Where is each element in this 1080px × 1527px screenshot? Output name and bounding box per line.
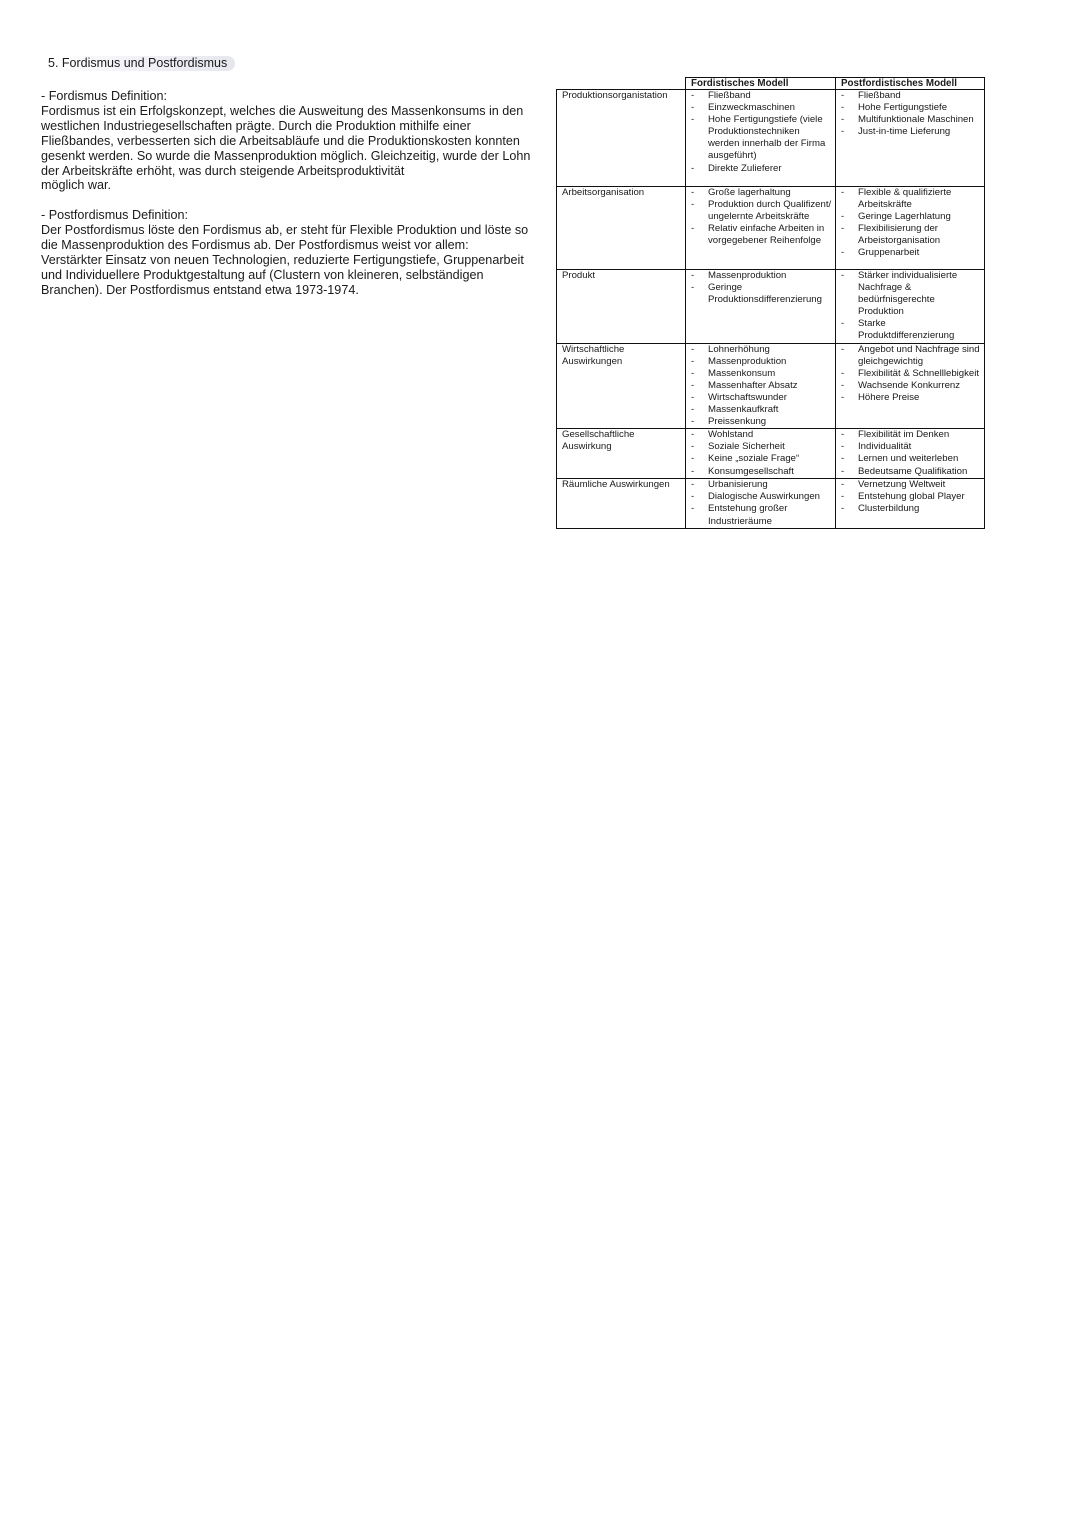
fordist-cell <box>686 343 836 429</box>
list-item: - Große lagerhaltung <box>691 187 833 199</box>
list-item: - Einzweckmaschinen <box>691 102 833 114</box>
list-item: - Keine „soziale Frage“ <box>691 453 833 465</box>
postfordist-list <box>836 429 984 477</box>
category-cell <box>557 90 686 187</box>
header-fordist: Fordistisches Modell <box>686 78 836 90</box>
fordist-list <box>686 90 835 175</box>
list-item: - Gruppenarbeit <box>841 247 982 259</box>
text-line: - Fordismus Definition: <box>41 89 167 103</box>
category-label: Produktionsorganistation <box>562 90 668 101</box>
postfordist-cell <box>836 270 985 344</box>
header-postfordist: Postfordistisches Modell <box>836 78 985 90</box>
fordist-cell <box>686 429 836 479</box>
list-item: - Massenkaufkraft <box>691 404 833 416</box>
list-item: - Hohe Fertigungstiefe <box>841 102 982 114</box>
fordist-list <box>686 270 835 306</box>
category-label: Gesellschaftliche Auswirkung <box>562 429 635 453</box>
fordist-cell <box>686 187 836 270</box>
fordist-list <box>686 187 835 247</box>
fordist-list <box>686 429 835 477</box>
category-label: Arbeitsorganisation <box>562 187 645 198</box>
category-cell <box>557 187 686 270</box>
list-item: - Wachsende Konkurrenz <box>841 380 982 392</box>
postfordist-list <box>836 270 984 343</box>
fordismus-definition <box>41 89 553 193</box>
table-row <box>557 343 985 429</box>
list-item: - Just-in-time Lieferung <box>841 126 982 138</box>
list-item: - Flexible & qualifizierte Arbeitskräfte <box>841 187 982 211</box>
list-item: - Fließband <box>691 90 833 102</box>
list-item: - Soziale Sicherheit <box>691 441 833 453</box>
list-item: - Höhere Preise <box>841 392 982 404</box>
list-item: - Vernetzung Weltweit <box>841 479 982 491</box>
list-item: - Stärker individualisierte Nachfrage & bedürfnisgerechte Produktion <box>841 270 982 318</box>
list-item: - Multifunktionale Maschinen <box>841 114 982 126</box>
category-cell <box>557 429 686 479</box>
table-header-row <box>557 78 985 90</box>
table-row <box>557 429 985 479</box>
text-line: Fordismus ist ein Erfolgskonzept, welches die Ausweitung des Massenkonsums in den <box>41 103 524 118</box>
postfordist-cell <box>836 90 985 187</box>
header-blank <box>557 78 686 90</box>
list-item: - Produktion durch Qualifizent/ ungelernte Arbeitskräfte <box>691 199 833 223</box>
postfordist-list <box>836 344 984 404</box>
definitions-text <box>41 89 553 298</box>
text-line: möglich war. <box>41 178 111 193</box>
text-line: Branchen). Der Postfordismus entstand etwa 1973-1974. <box>41 282 359 297</box>
text-line: - Postfordismus Definition: <box>41 208 188 223</box>
list-item: - Lernen und weiterleben <box>841 453 982 465</box>
fordist-cell <box>686 479 836 528</box>
list-item: - Flexibilisierung der Arbeistorganisation <box>841 223 982 247</box>
list-item: - Massenproduktion <box>691 270 833 282</box>
text-line: Fließbandes, verbesserten sich die Arbeitsabläufe und die Produktionskosten konnten <box>41 133 520 148</box>
table-row <box>557 187 985 270</box>
list-item: - Wirtschaftswunder <box>691 392 833 404</box>
list-item: - Wohlstand <box>691 429 833 441</box>
category-cell <box>557 270 686 344</box>
section-heading: 5. Fordismus und Postfordismus <box>44 56 235 71</box>
table-row <box>557 270 985 344</box>
list-item: - Preissenkung <box>691 416 833 428</box>
table-row <box>557 90 985 187</box>
text-line: und Individuellere Produktgestaltung auf (Clustern von kleineren, selbständigen <box>41 267 484 282</box>
postfordist-cell <box>836 429 985 479</box>
list-item: - Individualität <box>841 441 982 453</box>
fordist-list <box>686 479 835 527</box>
postfordist-list <box>836 90 984 138</box>
list-item: - Massenproduktion <box>691 356 833 368</box>
postfordismus-definition <box>41 208 553 297</box>
list-item: - Entstehung global Player <box>841 491 982 503</box>
list-item: - Clusterbildung <box>841 503 982 515</box>
category-cell <box>557 343 686 429</box>
list-item: - Geringe Lagerhlatung <box>841 211 982 223</box>
comparison-table <box>556 77 985 529</box>
text-line: Der Postfordismus löste den Fordismus ab, er steht für Flexible Produktion und löste so <box>41 223 529 238</box>
postfordist-cell <box>836 479 985 528</box>
text-line: gesenkt werden. So wurde die Massenproduktion möglich. Gleichzeitig, wurde der Lohn <box>41 148 531 163</box>
list-item: - Konsumgesellschaft <box>691 466 833 478</box>
postfordist-list <box>836 187 984 260</box>
postfordist-list <box>836 479 984 515</box>
list-item: - Flexibilität im Denken <box>841 429 982 441</box>
fordist-cell <box>686 90 836 187</box>
list-item: - Geringe Produktionsdifferenzierung <box>691 282 833 306</box>
fordist-list <box>686 344 835 429</box>
text-line: die Massenproduktion des Fordismus ab. Der Postfordismus weist vor allem: <box>41 238 469 253</box>
list-item: - Starke Produktdifferenzierung <box>841 318 982 342</box>
list-item: - Direkte Zulieferer <box>691 163 833 175</box>
list-item: - Dialogische Auswirkungen <box>691 491 833 503</box>
list-item: - Urbanisierung <box>691 479 833 491</box>
text-line: Verstärkter Einsatz von neuen Technologien, reduzierte Fertigungstiefe, Gruppenarbeit <box>41 252 524 267</box>
list-item: - Flexibilität & Schnelllebigkeit <box>841 368 982 380</box>
list-item: - Angebot und Nachfrage sind gleichgewichtig <box>841 344 982 368</box>
table-row <box>557 479 985 528</box>
text-line: westlichen Industriegesellschaften prägte. Durch die Produktion mithilfe einer <box>41 118 471 133</box>
fordist-cell <box>686 270 836 344</box>
category-label: Räumliche Auswirkungen <box>562 479 670 491</box>
list-item: - Hohe Fertigungstiefe (viele Produktionstechniken werden innerhalb der Firma ausgeführt) <box>691 114 833 162</box>
category-cell <box>557 479 686 528</box>
list-item: - Entstehung großer Industrieräume <box>691 503 833 527</box>
postfordist-cell <box>836 187 985 270</box>
category-label: Wirtschaftliche Auswirkungen <box>562 343 625 367</box>
list-item: - Bedeutsame Qualifikation <box>841 466 982 478</box>
category-label: Produkt <box>562 270 596 281</box>
postfordist-cell <box>836 343 985 429</box>
list-item: - Massenkonsum <box>691 368 833 380</box>
text-line: der Arbeitskräfte erhöht, was durch steigende Arbeitsproduktivität <box>41 163 405 178</box>
list-item: - Relativ einfache Arbeiten in vorgegebener Reihenfolge <box>691 223 833 247</box>
list-item: - Lohnerhöhung <box>691 344 833 356</box>
list-item: - Fließband <box>841 90 982 102</box>
list-item: - Massenhafter Absatz <box>691 380 833 392</box>
